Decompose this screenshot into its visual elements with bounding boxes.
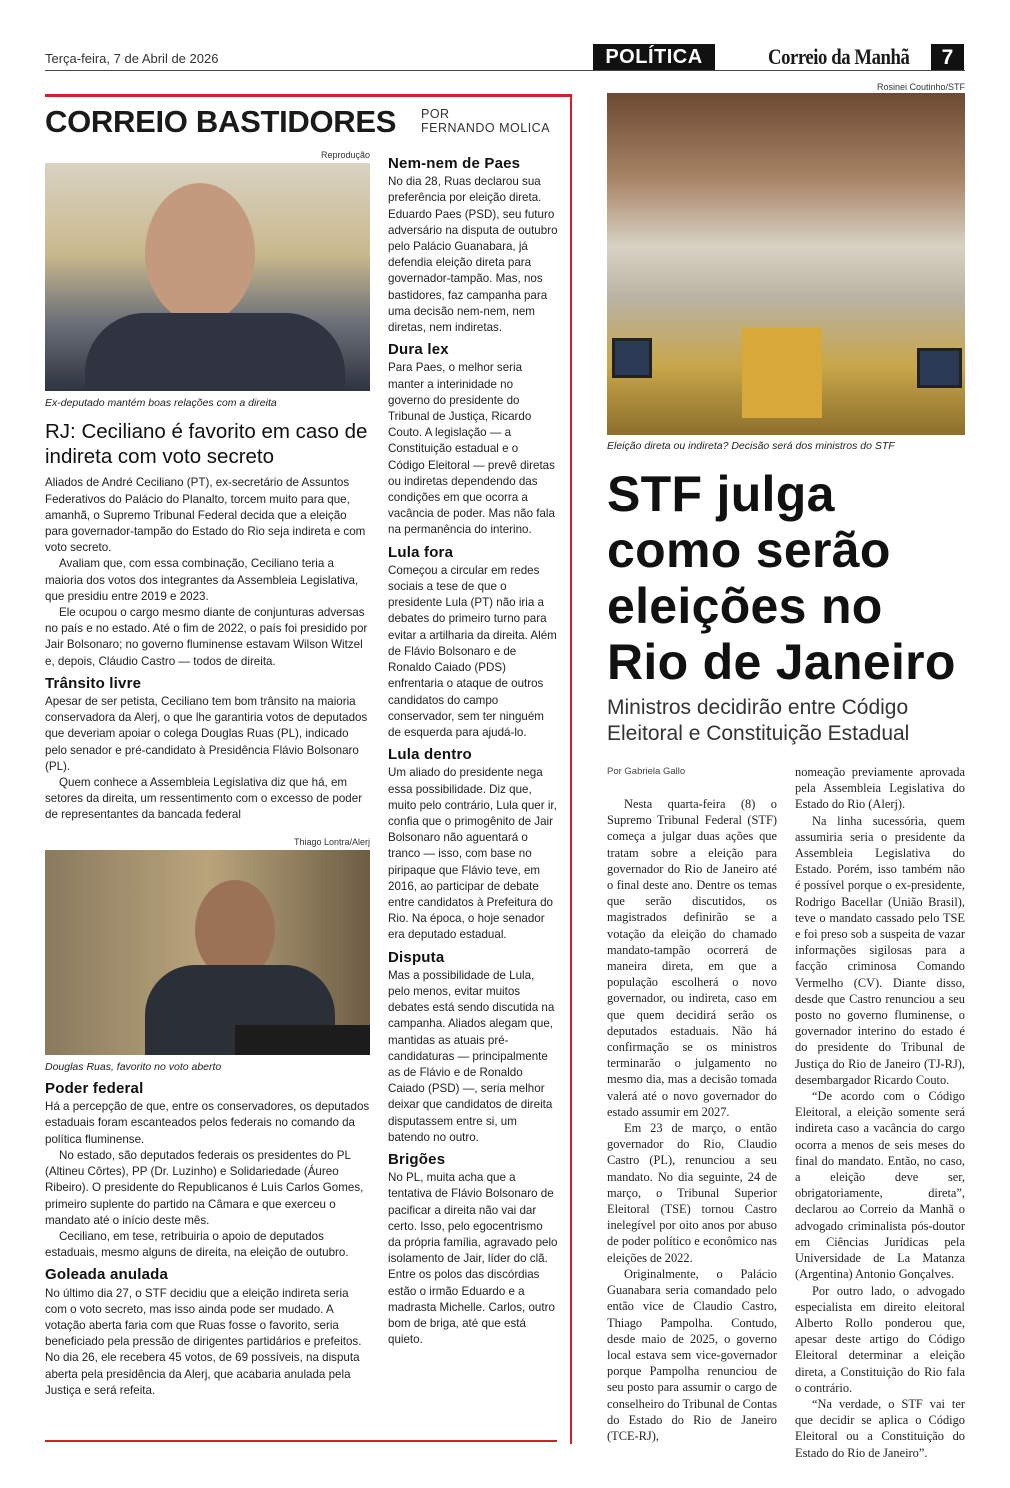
subheading: Poder federal [45,1080,144,1098]
paragraph: Apesar de ser petista, Ceciliano tem bom trânsito na maioria conservadora da Alerj, o que lhe garantiria votos de deputados que deveriam apoiar o colega Douglas Ruas (PL), indicado pelo senador e pré-candidato à Presidência Flávio Bolsonaro (PL). [45,695,368,773]
note-title: Disputa [388,948,445,966]
paragraph: “De acordo com o Código Eleitoral, a eleição somente será indireta caso a vacância do cargo ocorra a menos de seis meses do final do mandato. Então, no caso, a eleição deve ser, obrigatoriamente, direta”, declarou ao Correio da Manhã o advogado criminalista pós-doutor em Ciências Jurídicas pela Universidade de La Matanza (Argentina) Antonio Gonçalves. [795,1089,965,1282]
column-title: CORREIO BASTIDORES [45,104,397,139]
paragraph: Por outro lado, o advogado especialista em direito eleitoral Alberto Rollo ponderou que, apesar deste artigo do Código Eleitoral determinar a eleição direta, a Constituição do Rio fala o contrário. [795,1283,965,1395]
column-byline [421,107,550,135]
paragraph: Há a percepção de que, entre os conservadores, os deputados estaduais foram escanteados pelos federais no comando da política fluminense. [45,1100,370,1146]
paragraph: Avaliam que, com essa combinação, Ceciliano teria a maioria dos votos dos integrantes da Assembleia Legislativa, que presidiu entre 2019 e 2023. [45,557,359,603]
photo-caption: Ex-deputado mantém boas relações com a direita [45,397,277,410]
column-side-rule [570,94,572,1444]
paragraph: “Na verdade, o STF vai ter que decidir se aplica o Código Eleitoral ou a Constituição do Estado do Rio de Janeiro”. [795,1396,965,1460]
note-text: No dia 28, Ruas declarou sua preferência por eleição direta. Eduardo Paes (PSD), seu futuro adversário na disputa de outubro pelo Palácio Guanabara, já defendia eleição direta para governador-tampão. Mas, nos bastidores, faz campanha para uma decisão nem-nem, nem diretas, nem indiretas. [388,175,558,335]
edition-date: Terça-feira, 7 de Abril de 2026 [45,51,219,66]
note-title: Dura lex [388,341,449,359]
note-text: Mas a possibilidade de Lula, pelo menos, evitar muitos debates está sendo discutida na campanha. Aliados alegam que, mantidas as atuais pré-candidaturas — principalmente as de Flávio e de Ronaldo Caiado (PSD) —, seria melhor deixar que candidatos de direita disputassem entre si, um batendo no outro. [388,968,555,1144]
paragraph: Nesta quarta-feira (8) o Supremo Tribunal Federal (STF) começa a julgar duas ações que tratam sobre a eleição para governador do Rio de Janeiro até o final deste ano. Dentre os temas que serão discutidos, os magistrados definirão se a votação da eleição do chamado mandato-tampão ocorrerá de maneira direta, em que a população escolherá o novo governador, ou indireta, caso em que quem decidirá serão os deputados estaduais. Não há confirmação se os ministros terminarão o julgamento no mesmo dia, mas a decisão tomada valerá até o novo governador do estado assumir em 2027. [607,797,777,1119]
paragraph: Quem conhece a Assembleia Legislativa diz que há, em setores da direita, um ressentimento com o excesso de poder de representantes da bancada federal [45,776,363,822]
photo-douglas-ruas [45,850,370,1055]
column-top-rule [45,94,572,97]
column-left [45,147,370,1399]
photo-credit: Thiago Lontra/Alerj [293,836,370,847]
note-text: Para Paes, o melhor seria manter a interinidade no governo do presidente do Tribunal de Justiça, Ricardo Couto. A legislação — a Constituição estadual e o Código Eleitoral — prevê diretas ou indiretas dependendo das condições em que ocorra a vacância de poder. Mas não fala na permanência do interino. [388,361,555,537]
paragraph: Na linha sucessória, quem assumiria seria o presidente da Assembleia Legislativa do Estado. Porém, isso também não é possível porque o ex-presidente, Rodrigo Bacellar (União Brasil), teve o mandato cassado pelo TSE e foi preso sob a suspeita de vazar informações sigilosas para a facção criminosa Comando Vermelho (CV). Diante disso, desde que Castro renunciou a seu posto no governo fluminense, o governador interino do estado é do presidente do Tribunal de Justiça do Rio de Janeiro (TJ-RJ), desembargador Ricardo Couto. [795,813,965,1087]
note-title: Lula fora [388,543,454,561]
note-title: Lula dentro [388,746,472,764]
note-title: Brigões [388,1150,446,1168]
paragraph: Em 23 de março, o então governador do Rio, Claudio Castro (PL), renunciou a seu mandato. No dia seguinte, 24 de março, o Tribunal Superior Eleitoral (TSE) tornou Castro inelegível por oito anos por abuso de poder político e econômico nas eleições de 2022. [607,1121,777,1265]
paragraph: No estado, são deputados federais os presidentes do PL (Altineu Côrtes), PP (Dr. Luzinho) e Solidariedade (Áureo Ribeiro). O presidente do Republicanos é Luís Carlos Gomes, primeiro suplente do partido na Câmara e que exerceu o mandato até o início deste mês. [45,1148,364,1227]
photo-caption: Eleição direta ou indireta? Decisão será dos ministros do STF [607,440,895,452]
article-subheadline: Ministros decidirão entre Código Eleitoral e Constituição Estadual [607,696,910,745]
paragraph: nomeação previamente aprovada pela Assembleia Legislativa do Estado do Rio (Alerj). [795,765,965,812]
photo-credit: Rosinei Coutinho/STF [876,82,965,92]
photo-ceciliano [45,163,370,391]
byline-author: FERNANDO MOLICA [421,121,551,135]
note-title: Nem-nem de Paes [388,155,521,172]
column-notes [388,152,558,1348]
byline-prefix: POR [421,107,450,121]
photo-stf-plenary [607,93,965,435]
paragraph: Ele ocupou o cargo mesmo diante de conjunturas adversas no país e no estado. Até o fim de 2022, o país foi presidido por Jair Bolsonaro; no governo fluminense estavam Wilson Witzel e, depois, Cláudio Castro — todos de direita. [45,606,368,668]
subheading: Trânsito livre [45,674,142,692]
paragraph: Originalmente, o Palácio Guanabara seria comandado pelo então vice de Claudio Castro, Thiago Pampolha. Contudo, desde maio de 2025, o governo local estava sem vice-governador porque Pampolha renunciou de seu posto para assumir o cargo de conselheiro do Tribunal de Contas do Estado do Rio de Janeiro (TCE-RJ), [607,1266,778,1443]
paragraph: Aliados de André Ceciliano (PT), ex-secretário de Assuntos Federativos do Palácio do Planalto, torcem muito para que, amanhã, o Supremo Tribunal Federal decida que a eleição para governador-tampão do Estado do Rio seja indireta e com voto secreto. [45,476,366,555]
article-column-1 [607,796,777,1444]
column-bottom-rule [45,1440,557,1442]
paragraph: Ceciliano, em tese, retribuiria o apoio de deputados estaduais, mesmo alguns de direita, na eleição de outubro. [45,1229,349,1260]
photo-credit: Reprodução [320,150,370,160]
note-text: Começou a circular em redes sociais a tese de que o presidente Lula (PT) não iria a debates do primeiro turno para evitar a artilharia da direita. Além de Flávio Bolsonaro e de Ronaldo Caiado (PDS) enfrentaria o ataque de outros candidatos do campo conservador, sem ter ninguém de esquerda para ajudá-lo. [388,563,557,739]
page-number: 7 [931,44,964,71]
newspaper-logo: Correio da Manhã [768,44,910,69]
note-text: No PL, muita acha que a tentativa de Flávio Bolsonaro de pacificar a direita não vai dar certo. Isso, pelo egocentrismo da própria família, agravado pelo isolamento de Jair, líder do clã. Entre os polos das discórdias estão o irmão Eduardo e a madrasta Michelle. Carlos, outro bom de briga, até que está quieto. [388,1171,558,1347]
column-headline: RJ: Ceciliano é favorito em caso de indireta com voto secreto [45,420,368,469]
section-label: POLÍTICA [593,44,715,71]
article-headline: STF julga como serão eleições no Rio de Janeiro [607,466,956,690]
subheading: Goleada anulada [45,1266,169,1284]
paragraph: No último dia 27, o STF decidiu que a eleição indireta seria com o voto secreto, mas isso ainda pode ser mudado. A votação aberta faria com que Ruas fosse o favorito, seria beneficiado pela pressão de dirigentes partidários e prefeitos. No dia 26, ele recebera 45 votos, de 69 possíveis, na disputa aberta pela presidência da Alerj, que acabaria anulada pela Justiça e será refeita. [45,1286,362,1397]
header-rule [45,70,965,71]
article-column-2 [795,764,965,1461]
photo-caption: Douglas Ruas, favorito no voto aberto [45,1060,222,1073]
article-author: Por Gabriela Gallo [607,766,686,777]
note-text: Um aliado do presidente nega essa possibilidade. Diz que, muito pelo contrário, Lula quer ir, confia que o primogênito de Jair Bolsonaro não aguentará o tranco — isso, com base no piripaque que Flávio teve, em 2016, ao participar de debate entre candidatos à Prefeitura do Rio. Na época, o hoje senador era deputado estadual. [388,766,557,942]
